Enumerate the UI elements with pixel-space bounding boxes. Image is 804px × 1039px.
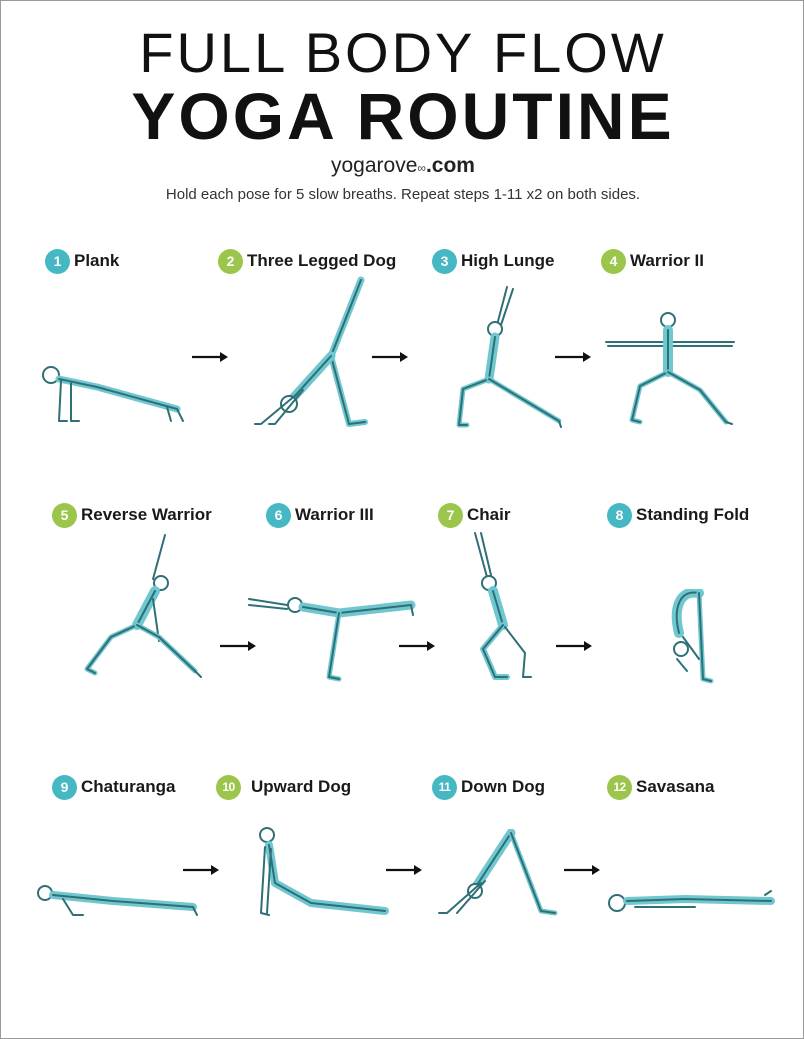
pose-number-badge: 4 (601, 249, 626, 274)
right-arrow-icon (563, 863, 601, 877)
pose-number-badge: 7 (438, 503, 463, 528)
standing-fold-pose-illustration (659, 589, 719, 685)
pose-name: Upward Dog (251, 777, 352, 796)
pose-number-badge: 11 (432, 775, 457, 800)
warrior-iii-pose-illustration (247, 585, 417, 683)
pose-name: Savasana (636, 777, 715, 796)
savasana-pose-illustration (605, 885, 775, 917)
pose-name: Reverse Warrior (81, 505, 212, 524)
pose-number-badge: 12 (607, 775, 632, 800)
pose-name: Down Dog (461, 777, 546, 796)
pose-label-11 (432, 774, 545, 800)
right-arrow-icon (191, 350, 229, 364)
title-line-1: FULL BODY FLOW (139, 21, 667, 84)
high-lunge-pose-illustration (441, 285, 563, 430)
pose-label-5 (52, 502, 212, 528)
chair-pose-illustration (467, 531, 539, 683)
pose-name: Chair (467, 505, 511, 524)
pose-label-4 (601, 248, 704, 274)
right-arrow-icon (555, 639, 593, 653)
pose-number-badge: 10 (216, 775, 241, 800)
right-arrow-icon (182, 863, 220, 877)
pose-name: Standing Fold (636, 505, 750, 524)
pose-label-10 (216, 774, 351, 800)
pose-number-badge: 5 (52, 503, 77, 528)
warrior-ii-pose-illustration (604, 310, 738, 428)
down-dog-pose-illustration (437, 829, 561, 919)
pose-label-8 (607, 502, 749, 528)
pose-name: High Lunge (461, 251, 555, 270)
plank-pose-illustration (37, 361, 187, 431)
pose-number-badge: 6 (266, 503, 291, 528)
pose-name: Chaturanga (81, 777, 176, 796)
pose-number-badge: 2 (218, 249, 243, 274)
pose-number-badge: 1 (45, 249, 70, 274)
pose-label-12 (607, 774, 714, 800)
pose-label-3 (432, 248, 554, 274)
upward-dog-pose-illustration (251, 825, 391, 919)
pose-name: Warrior II (630, 251, 704, 270)
pose-label-9 (52, 774, 175, 800)
brand-part-2: rove (376, 154, 418, 177)
pose-label-7 (438, 502, 510, 528)
chaturanga-pose-illustration (33, 877, 201, 921)
brand-part-3: .com (425, 154, 475, 177)
pose-name: Warrior III (295, 505, 374, 524)
pose-number-badge: 3 (432, 249, 457, 274)
pose-label-1 (45, 248, 119, 274)
brand-mark-icon: ∞ (417, 161, 426, 175)
pose-label-6 (266, 502, 374, 528)
pose-label-2 (218, 248, 396, 274)
title-line-2: YOGA ROUTINE (131, 79, 675, 153)
pose-name: Plank (74, 251, 120, 270)
pose-number-badge: 9 (52, 775, 77, 800)
three-legged-dog-pose-illustration (253, 276, 378, 431)
pose-number-badge: 8 (607, 503, 632, 528)
brand-logo (1, 153, 804, 181)
instructions-text: Hold each pose for 5 slow breaths. Repeat steps 1-11 x2 on both sides. (165, 186, 641, 203)
pose-name: Three Legged Dog (247, 251, 397, 270)
brand-part-1: yoga (331, 154, 377, 177)
reverse-warrior-pose-illustration (81, 533, 203, 681)
